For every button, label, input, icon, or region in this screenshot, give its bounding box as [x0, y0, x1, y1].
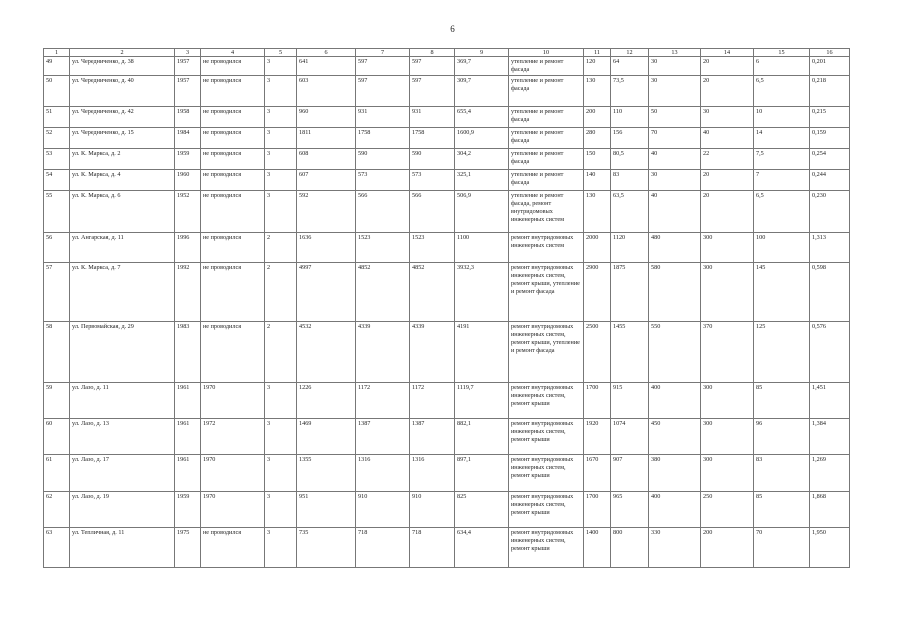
- table-cell: ремонт внутридомовых инженерных систем, ремонт крыши: [509, 492, 584, 528]
- table-cell: 2: [265, 233, 297, 263]
- col-header: 13: [649, 49, 701, 57]
- table-cell: 1970: [201, 455, 265, 492]
- table-cell: 608: [297, 149, 356, 170]
- table-row: [44, 149, 850, 170]
- table-cell: 3: [265, 492, 297, 528]
- table-cell: 300: [701, 263, 754, 322]
- table-cell: 1959: [175, 492, 201, 528]
- table-cell: 1758: [410, 128, 455, 149]
- col-header: 11: [584, 49, 611, 57]
- table-cell: 54: [44, 170, 70, 191]
- table-cell: 304,2: [455, 149, 509, 170]
- col-header: 9: [455, 49, 509, 57]
- table-cell: 70: [754, 528, 810, 568]
- table-cell: 1920: [584, 419, 611, 455]
- table-cell: 145: [754, 263, 810, 322]
- table-cell: 14: [754, 128, 810, 149]
- table-cell: 62: [44, 492, 70, 528]
- table-cell: ремонт внутридомовых инженерных систем, ремонт крыши, утепление и ремонт фасада: [509, 322, 584, 383]
- table-cell: 61: [44, 455, 70, 492]
- table-cell: не проводился: [201, 76, 265, 107]
- table-cell: ремонт внутридомовых инженерных систем, ремонт крыши: [509, 419, 584, 455]
- table-cell: 325,1: [455, 170, 509, 191]
- table-cell: 3: [265, 149, 297, 170]
- table-cell: 597: [356, 76, 410, 107]
- table-row: [44, 76, 850, 107]
- table-cell: 52: [44, 128, 70, 149]
- table-cell: 550: [649, 322, 701, 383]
- table-cell: 2900: [584, 263, 611, 322]
- table-cell: 1700: [584, 492, 611, 528]
- table-cell: 3: [265, 191, 297, 233]
- table-cell: 4339: [410, 322, 455, 383]
- table-cell: 597: [410, 76, 455, 107]
- table-cell: 58: [44, 322, 70, 383]
- table-cell: ул. Лазо, д. 17: [70, 455, 175, 492]
- table-cell: 64: [611, 57, 649, 76]
- table-cell: 907: [611, 455, 649, 492]
- table-cell: не проводился: [201, 263, 265, 322]
- table-cell: 603: [297, 76, 356, 107]
- table-cell: 30: [649, 57, 701, 76]
- table-row: [44, 233, 850, 263]
- table-cell: 400: [649, 492, 701, 528]
- table-cell: 590: [410, 149, 455, 170]
- table-cell: 1670: [584, 455, 611, 492]
- table-cell: 370: [701, 322, 754, 383]
- table-cell: 718: [356, 528, 410, 568]
- col-header: 14: [701, 49, 754, 57]
- table-row: [44, 107, 850, 128]
- table-row: [44, 57, 850, 76]
- table-cell: 960: [297, 107, 356, 128]
- table-cell: 4191: [455, 322, 509, 383]
- table-cell: 200: [584, 107, 611, 128]
- col-header: 10: [509, 49, 584, 57]
- table-cell: 1455: [611, 322, 649, 383]
- table-cell: 300: [701, 233, 754, 263]
- table-cell: 655,4: [455, 107, 509, 128]
- table-cell: утепление и ремонт фасада, ремонт внутридомовых инженерных систем: [509, 191, 584, 233]
- table-cell: 80,5: [611, 149, 649, 170]
- table-cell: 718: [410, 528, 455, 568]
- table-cell: 3: [265, 419, 297, 455]
- table-cell: 309,7: [455, 76, 509, 107]
- table-cell: 1,384: [810, 419, 850, 455]
- table-cell: утепление и ремонт фасада: [509, 170, 584, 191]
- table-cell: не проводился: [201, 128, 265, 149]
- table-cell: 20: [701, 57, 754, 76]
- table-cell: 1960: [175, 170, 201, 191]
- table-cell: 83: [754, 455, 810, 492]
- col-header: 15: [754, 49, 810, 57]
- table-cell: 735: [297, 528, 356, 568]
- table-cell: 1970: [201, 383, 265, 419]
- table-cell: 1172: [356, 383, 410, 419]
- table-cell: 130: [584, 191, 611, 233]
- table-cell: 0,218: [810, 76, 850, 107]
- table-row: [44, 419, 850, 455]
- table-cell: 6,5: [754, 76, 810, 107]
- table-cell: 380: [649, 455, 701, 492]
- col-header: 12: [611, 49, 649, 57]
- table-cell: 250: [701, 492, 754, 528]
- housing-repair-table: [43, 48, 850, 568]
- table-cell: 22: [701, 149, 754, 170]
- table-cell: 1523: [410, 233, 455, 263]
- table-cell: 50: [649, 107, 701, 128]
- col-header: 8: [410, 49, 455, 57]
- table-cell: 0,230: [810, 191, 850, 233]
- table-cell: 951: [297, 492, 356, 528]
- column-number-row: [44, 49, 850, 57]
- table-cell: не проводился: [201, 233, 265, 263]
- table-cell: 3: [265, 170, 297, 191]
- table-cell: 63: [44, 528, 70, 568]
- table-cell: 1100: [455, 233, 509, 263]
- col-header: 6: [297, 49, 356, 57]
- table-cell: 3: [265, 528, 297, 568]
- table-cell: 3: [265, 383, 297, 419]
- table-row: [44, 455, 850, 492]
- table-row: [44, 492, 850, 528]
- table-cell: 0,254: [810, 149, 850, 170]
- table-cell: 7: [754, 170, 810, 191]
- table-cell: 130: [584, 76, 611, 107]
- table-cell: 910: [410, 492, 455, 528]
- table-cell: ремонт внутридомовых инженерных систем: [509, 233, 584, 263]
- table-cell: 4852: [356, 263, 410, 322]
- table-cell: утепление и ремонт фасада: [509, 76, 584, 107]
- table-cell: ул. Лазо, д. 13: [70, 419, 175, 455]
- table-cell: 150: [584, 149, 611, 170]
- col-header: 1: [44, 49, 70, 57]
- table-cell: 573: [410, 170, 455, 191]
- table-cell: 57: [44, 263, 70, 322]
- table-cell: ул. Чередниченко, д. 42: [70, 107, 175, 128]
- table-cell: 590: [356, 149, 410, 170]
- table-cell: 1316: [410, 455, 455, 492]
- table-cell: 566: [410, 191, 455, 233]
- table-cell: 30: [701, 107, 754, 128]
- table-cell: 1996: [175, 233, 201, 263]
- table-cell: 4532: [297, 322, 356, 383]
- table-cell: 0,576: [810, 322, 850, 383]
- table-cell: 1957: [175, 76, 201, 107]
- table-cell: утепление и ремонт фасада: [509, 149, 584, 170]
- table-cell: ул. Тепличная, д. 11: [70, 528, 175, 568]
- table-cell: ул. Чередниченко, д. 40: [70, 76, 175, 107]
- table-cell: 56: [44, 233, 70, 263]
- table-cell: 1957: [175, 57, 201, 76]
- table-cell: 300: [701, 455, 754, 492]
- table-cell: 96: [754, 419, 810, 455]
- table-cell: ул. Первомайская, д. 29: [70, 322, 175, 383]
- table-cell: утепление и ремонт фасада: [509, 57, 584, 76]
- table-cell: 1975: [175, 528, 201, 568]
- table-cell: ул. Чередниченко, д. 15: [70, 128, 175, 149]
- table-cell: 480: [649, 233, 701, 263]
- table-cell: 580: [649, 263, 701, 322]
- table-row: [44, 170, 850, 191]
- table-cell: 1600,9: [455, 128, 509, 149]
- table-cell: 100: [754, 233, 810, 263]
- table-cell: 965: [611, 492, 649, 528]
- table-cell: 1983: [175, 322, 201, 383]
- table-cell: 1636: [297, 233, 356, 263]
- table-cell: 3: [265, 57, 297, 76]
- table-cell: 1074: [611, 419, 649, 455]
- table-cell: 450: [649, 419, 701, 455]
- table-cell: 6,5: [754, 191, 810, 233]
- table-cell: 2500: [584, 322, 611, 383]
- table-cell: 597: [410, 57, 455, 76]
- table-cell: 1958: [175, 107, 201, 128]
- col-header: 2: [70, 49, 175, 57]
- table-cell: 1700: [584, 383, 611, 419]
- table-cell: 931: [356, 107, 410, 128]
- table-cell: 0,215: [810, 107, 850, 128]
- table-cell: 1120: [611, 233, 649, 263]
- table-cell: утепление и ремонт фасада: [509, 128, 584, 149]
- col-header: 16: [810, 49, 850, 57]
- table-cell: 1758: [356, 128, 410, 149]
- table-cell: ремонт внутридомовых инженерных систем, ремонт крыши: [509, 455, 584, 492]
- table-cell: 1992: [175, 263, 201, 322]
- table-cell: 1972: [201, 419, 265, 455]
- table-cell: 49: [44, 57, 70, 76]
- table-cell: не проводился: [201, 107, 265, 128]
- col-header: 3: [175, 49, 201, 57]
- table-cell: ул. Лазо, д. 11: [70, 383, 175, 419]
- table-cell: 20: [701, 170, 754, 191]
- table-cell: 120: [584, 57, 611, 76]
- table-cell: 0,244: [810, 170, 850, 191]
- table-cell: 3: [265, 76, 297, 107]
- table-cell: 40: [649, 191, 701, 233]
- table-cell: 73,5: [611, 76, 649, 107]
- table-cell: 1387: [410, 419, 455, 455]
- table-cell: не проводился: [201, 170, 265, 191]
- table-cell: 641: [297, 57, 356, 76]
- table-cell: ул. Лазо, д. 19: [70, 492, 175, 528]
- table-cell: 125: [754, 322, 810, 383]
- page-number: 6: [450, 24, 455, 34]
- table-cell: 0,598: [810, 263, 850, 322]
- col-header: 7: [356, 49, 410, 57]
- table-row: [44, 263, 850, 322]
- table-cell: 30: [649, 170, 701, 191]
- col-header: 5: [265, 49, 297, 57]
- table-cell: 2000: [584, 233, 611, 263]
- table-cell: не проводился: [201, 191, 265, 233]
- table-cell: 882,1: [455, 419, 509, 455]
- table-cell: ул. К. Маркса, д. 2: [70, 149, 175, 170]
- table-cell: 910: [356, 492, 410, 528]
- table-cell: 85: [754, 383, 810, 419]
- table-cell: 300: [701, 383, 754, 419]
- table-cell: 634,4: [455, 528, 509, 568]
- table-cell: ул. Ангарская, д. 11: [70, 233, 175, 263]
- table-cell: не проводился: [201, 149, 265, 170]
- table-cell: 1355: [297, 455, 356, 492]
- table-cell: 1811: [297, 128, 356, 149]
- table-cell: 156: [611, 128, 649, 149]
- table-cell: 1952: [175, 191, 201, 233]
- table-cell: ул. К. Маркса, д. 4: [70, 170, 175, 191]
- table-cell: 400: [649, 383, 701, 419]
- table-row: [44, 191, 850, 233]
- table-cell: 200: [701, 528, 754, 568]
- table-cell: 1,868: [810, 492, 850, 528]
- table-cell: 3: [265, 455, 297, 492]
- table-cell: 0,159: [810, 128, 850, 149]
- table-cell: 330: [649, 528, 701, 568]
- table-cell: 1172: [410, 383, 455, 419]
- table-cell: 110: [611, 107, 649, 128]
- table-cell: 4339: [356, 322, 410, 383]
- table-row: [44, 128, 850, 149]
- table-cell: не проводился: [201, 322, 265, 383]
- table-cell: 4852: [410, 263, 455, 322]
- table-cell: 825: [455, 492, 509, 528]
- table-cell: 1,451: [810, 383, 850, 419]
- table-cell: 53: [44, 149, 70, 170]
- table-cell: 1970: [201, 492, 265, 528]
- table-cell: 3932,3: [455, 263, 509, 322]
- table-cell: ремонт внутридомовых инженерных систем, ремонт крыши: [509, 383, 584, 419]
- table-cell: 915: [611, 383, 649, 419]
- table-cell: ремонт внутридомовых инженерных систем, ремонт крыши: [509, 528, 584, 568]
- table-cell: 597: [356, 57, 410, 76]
- table-cell: 0,201: [810, 57, 850, 76]
- table-cell: 140: [584, 170, 611, 191]
- table-row: [44, 383, 850, 419]
- table-cell: 40: [649, 149, 701, 170]
- table-cell: ул. Чередниченко, д. 38: [70, 57, 175, 76]
- table-cell: 20: [701, 76, 754, 107]
- col-header: 4: [201, 49, 265, 57]
- table-cell: 4997: [297, 263, 356, 322]
- table-cell: 1961: [175, 455, 201, 492]
- table-cell: 83: [611, 170, 649, 191]
- table-cell: 1400: [584, 528, 611, 568]
- table-cell: 85: [754, 492, 810, 528]
- table-cell: 300: [701, 419, 754, 455]
- table-cell: 60: [44, 419, 70, 455]
- table-cell: 1387: [356, 419, 410, 455]
- table-cell: 70: [649, 128, 701, 149]
- table-cell: 1,313: [810, 233, 850, 263]
- table-cell: 63,5: [611, 191, 649, 233]
- table-cell: 1961: [175, 383, 201, 419]
- table-cell: утепление и ремонт фасада: [509, 107, 584, 128]
- table-row: [44, 528, 850, 568]
- table-cell: 10: [754, 107, 810, 128]
- table-cell: 40: [701, 128, 754, 149]
- table-cell: 573: [356, 170, 410, 191]
- table-cell: 50: [44, 76, 70, 107]
- table-cell: 1984: [175, 128, 201, 149]
- table-cell: не проводился: [201, 528, 265, 568]
- table-cell: 1,950: [810, 528, 850, 568]
- table-cell: 897,1: [455, 455, 509, 492]
- table-cell: 1469: [297, 419, 356, 455]
- table-cell: 1226: [297, 383, 356, 419]
- table-cell: 280: [584, 128, 611, 149]
- table-cell: 931: [410, 107, 455, 128]
- table-cell: 800: [611, 528, 649, 568]
- table-row: [44, 322, 850, 383]
- table-cell: 506,9: [455, 191, 509, 233]
- table-cell: 20: [701, 191, 754, 233]
- table-cell: 2: [265, 263, 297, 322]
- table-cell: 607: [297, 170, 356, 191]
- table-cell: 30: [649, 76, 701, 107]
- table-cell: 2: [265, 322, 297, 383]
- table-cell: 1959: [175, 149, 201, 170]
- table-cell: 7,5: [754, 149, 810, 170]
- table-cell: 59: [44, 383, 70, 419]
- table-cell: 592: [297, 191, 356, 233]
- table-cell: 1316: [356, 455, 410, 492]
- table-cell: не проводился: [201, 57, 265, 76]
- table-cell: 566: [356, 191, 410, 233]
- table-cell: 1961: [175, 419, 201, 455]
- table-cell: 6: [754, 57, 810, 76]
- table-cell: ул. К. Маркса, д. 7: [70, 263, 175, 322]
- table-cell: 55: [44, 191, 70, 233]
- table-cell: ул. К. Маркса, д. 6: [70, 191, 175, 233]
- table-cell: 1875: [611, 263, 649, 322]
- table-cell: 1,269: [810, 455, 850, 492]
- table-cell: 1523: [356, 233, 410, 263]
- table-cell: 51: [44, 107, 70, 128]
- table-cell: 1119,7: [455, 383, 509, 419]
- table-cell: 3: [265, 107, 297, 128]
- table-cell: 369,7: [455, 57, 509, 76]
- table-cell: ремонт внутридомовых инженерных систем, ремонт крыши, утепление и ремонт фасада: [509, 263, 584, 322]
- table-cell: 3: [265, 128, 297, 149]
